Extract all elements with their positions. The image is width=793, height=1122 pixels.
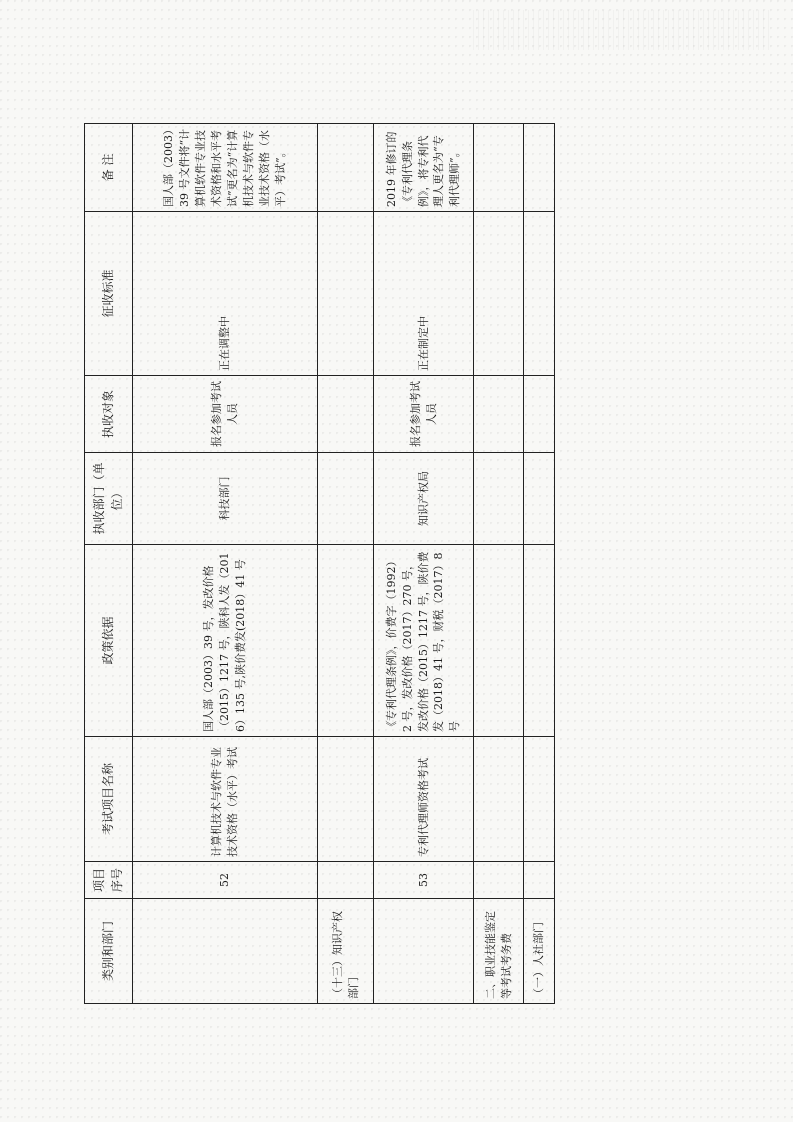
table-row [524, 124, 555, 1004]
cell-target [524, 376, 555, 453]
cell-target [474, 376, 524, 453]
header-target: 执收对象 [85, 376, 133, 453]
header-item-no: 项目序号 [85, 862, 133, 899]
cell-item-no [318, 862, 374, 899]
cell-policy [474, 545, 524, 737]
cell-target: 报名参加考试人员 [374, 376, 474, 453]
cell-category [374, 899, 474, 1004]
cell-target: 报名参加考试人员 [133, 376, 318, 453]
header-remark: 备 注 [85, 124, 133, 212]
cell-target [318, 376, 374, 453]
cell-remark: 国人部（2003）39 号文件将“计算机软件专业技术资格和水平考试”更名为“计算机技术与软件专业技术资格（水平）考试”。 [133, 124, 318, 212]
scan-noise [473, 10, 773, 50]
cell-exam-name: 专利代理师资格考试 [374, 737, 474, 862]
cell-policy [524, 545, 555, 737]
cell-standard [474, 212, 524, 376]
cell-exam-name: 计算机技术与软件专业技术资格（水平）考试 [133, 737, 318, 862]
table-row [318, 124, 374, 1004]
cell-category: 二、职业技能鉴定等考试考务费 [474, 899, 524, 1004]
table-row [474, 124, 524, 1004]
cell-remark [474, 124, 524, 212]
cell-remark: 2019 年修订的《专利代理条例》，将专利代理人更名为“专利代理师”。 [374, 124, 474, 212]
header-exam-name: 考试项目名称 [85, 737, 133, 862]
cell-exam-name [524, 737, 555, 862]
cell-dept [318, 453, 374, 545]
cell-policy [318, 545, 374, 737]
cell-standard [318, 212, 374, 376]
cell-item-no [474, 862, 524, 899]
cell-exam-name [318, 737, 374, 862]
cell-standard [524, 212, 555, 376]
cell-dept [474, 453, 524, 545]
cell-remark [524, 124, 555, 212]
cell-standard: 正在调整中 [133, 212, 318, 376]
table-row [133, 124, 318, 1004]
cell-category: （十三）知识产权部门 [318, 899, 374, 1004]
header-category: 类别和部门 [85, 899, 133, 1004]
header-dept: 执收部门（单位） [85, 453, 133, 545]
cell-exam-name [474, 737, 524, 862]
cell-policy: 《专利代理条例》，价费字（1992）2 号，发改价格（2017）270 号，发改价格（2015）1217 号，陕价费发（2018）41 号，财税（2017）8 号 [374, 545, 474, 737]
cell-remark [318, 124, 374, 212]
cell-standard: 正在制定中 [374, 212, 474, 376]
fee-table [84, 123, 555, 1004]
header-standard: 征收标准 [85, 212, 133, 376]
table-row [374, 124, 474, 1004]
cell-item-no: 53 [374, 862, 474, 899]
cell-item-no [524, 862, 555, 899]
cell-item-no: 52 [133, 862, 318, 899]
cell-category: （一）人社部门 [524, 899, 555, 1004]
header-policy: 政策依据 [85, 545, 133, 737]
cell-dept [524, 453, 555, 545]
cell-category [133, 899, 318, 1004]
cell-dept: 知识产权局 [374, 453, 474, 545]
rotated-table-container [84, 124, 554, 1004]
cell-dept: 科技部门 [133, 453, 318, 545]
cell-policy: 国人部（2003）39 号，发改价格（2015）1217 号，陕科人发（2016）135 号,陕价费发(2018）41 号 [133, 545, 318, 737]
header-row [85, 124, 133, 1004]
